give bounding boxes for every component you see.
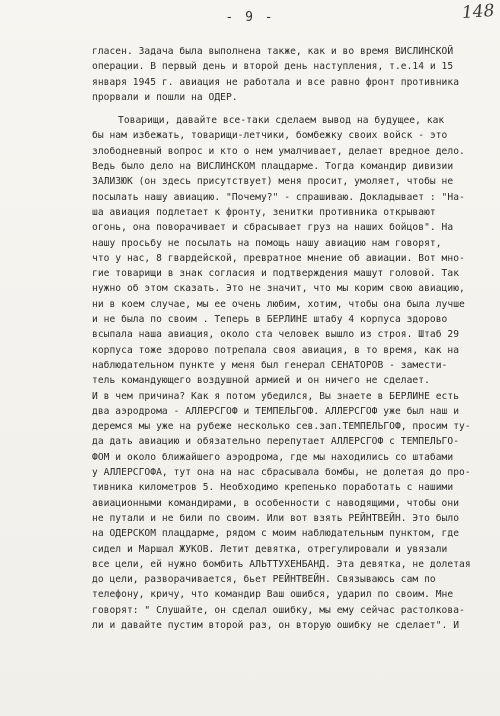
text-line: что у нас, 8 гвардейской, превратное мнение об авиации. Вот мно-	[92, 252, 465, 264]
text-line: ЗАЛИЗЮК (он здесь присутствует) меня просит, умоляет, чтобы не	[92, 176, 454, 188]
archive-sheet-number: 148	[460, 0, 495, 24]
text-line: ли и давайте пустим второй раз, он вторую ошибку не сделает". И	[92, 619, 460, 631]
text-line: гласен. Задача была выполнена также, как и во время ВИСЛИНСКОЙ	[92, 46, 454, 57]
text-line: операции. В первый день и второй день наступления, т.е.14 и 15	[92, 61, 454, 73]
text-line: ни в коем случае, мы ее очень любим, хотим, чтобы она была лучше	[92, 298, 465, 310]
text-line: говорят: " Слушайте, он сделал ошибку, мы ему сейчас растолкова-	[92, 604, 465, 616]
text-line: И в чем причина? Как я потом убедился, Вы знаете в БЕРЛИНЕ есть	[92, 390, 460, 402]
text-line: огонь, она поворачивает и сбрасывает груз на наших бойцов". На	[92, 222, 454, 234]
text-line: сидел и Маршал ЖУКОВ. Летит девятка, отрегулировали и увязали	[92, 543, 448, 555]
text-line: ша авиация подлетает к фронту, зенитки противника открывают	[92, 206, 436, 218]
body-text	[92, 44, 496, 633]
text-line: деремся мы уже на рубеже несколько сев.зап.ТЕМПЕЛЬГОФ, просим ту-	[92, 421, 471, 433]
text-line: Ведь было дело на ВИСЛИНСКОМ плацдарме. Тогда командир дивизии	[92, 161, 454, 173]
text-line: не путали и не били по своим. Или вот взять РЕЙНТВЕЙН. Это было	[92, 512, 460, 524]
text-line: Товарищи, давайте все-таки сделаем вывод на будущее, как	[118, 115, 445, 127]
text-line: у АЛЛЕРСГОФА, тут она на нас сбрасывала бомбы, не долетая до про-	[92, 467, 471, 479]
text-line: посылать нашу авиацию. "Почему?" - спрашиваю. Докладывает : "На-	[92, 191, 465, 203]
page-number: - 9 -	[225, 10, 275, 25]
text-line: прорвали и пошли на ОДЕР.	[92, 91, 238, 103]
text-line: корпуса тоже здорово потрепала своя авиация, в то время, как на	[92, 344, 460, 356]
text-line: злободневный вопрос и кто о нем умалчивает, делает вредное дело.	[92, 145, 465, 157]
text-line: бы нам избежать, товарищи-летчики, бомбежку своих войск - это	[92, 130, 448, 142]
text-line: ФОМ и около ближайшего аэродрома, где мы находились со штабами	[92, 451, 454, 463]
text-line: тель командующего воздушной армией и он ничего не сделает.	[92, 375, 430, 387]
text-line: авиационными командирами, в особенности с наводящими, чтобы они	[92, 497, 460, 509]
text-line: всыпала наша авиация, около ста человек вышло из строя. Штаб 29	[92, 329, 460, 341]
text-line: да дать авиацию и обязательно перепутает АЛЛЕРСГОФ с ТЕМПЕЛЬГО-	[92, 436, 460, 448]
text-line: тивника километров 5. Необходимо крепенько поработать с нашими	[92, 482, 454, 494]
text-line: гие товарищи в знак согласия и подтверждения машут головой. Так	[92, 268, 460, 280]
text-line: наблюдательном пункте у меня был генерал СЕНАТОРОВ - замести-	[92, 359, 448, 371]
text-line: нужно об этом сказать. Это не значит, что мы корим свою авиацию,	[92, 283, 465, 295]
text-line: все цели, ей нужно бомбить АЛЬТТУХЕНБАНД. Эта девятка, не долетая	[92, 558, 471, 570]
text-line: и не была по своим . Теперь в БЕРЛИНЕ штабу 4 корпуса здорово	[92, 314, 448, 326]
text-line: два аэродрома - АЛЛЕРСГОФ и ТЕМПЕЛЬГОФ. АЛЛЕРСГОФ уже был наш и	[92, 405, 460, 417]
paragraph-continuation	[92, 44, 496, 105]
text-line: на ОДЕРСКОМ плацдарме, рядом с моим наблюдательным пунктом, где	[92, 528, 460, 540]
text-line: телефону, кричу, что командир Ваш ошибся, ударил по своим. Мне	[92, 589, 454, 601]
text-line: нашу просьбу не посылать на помощь нашу авиацию нам говорят,	[92, 237, 442, 249]
text-line: января 1945 г. авиация не работала и все равно фронт противника	[92, 76, 460, 88]
text-line: до цели, разворачивается, бьет РЕЙНТВЕЙН. Связываюсь сам по	[92, 574, 436, 586]
paragraph-main	[92, 113, 496, 633]
